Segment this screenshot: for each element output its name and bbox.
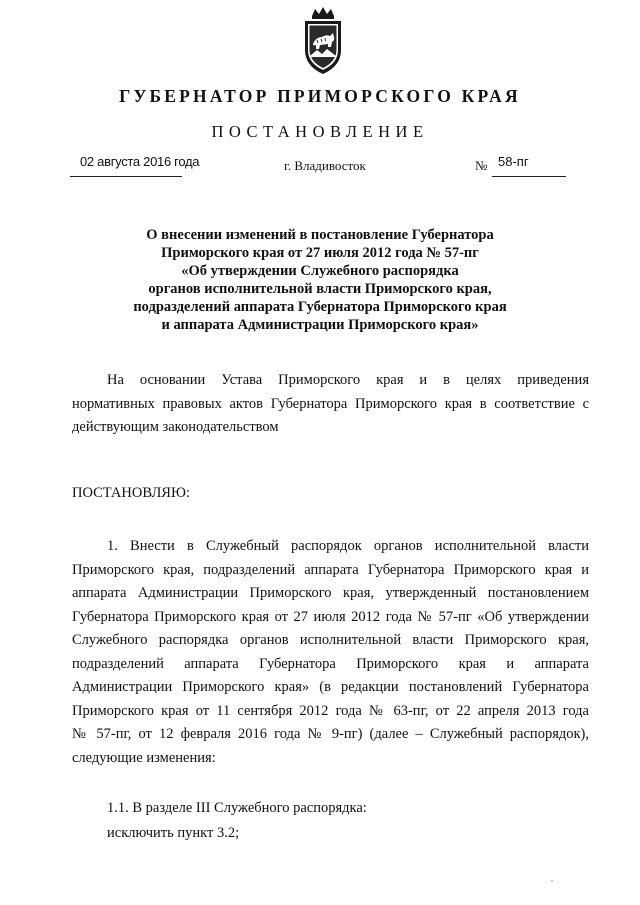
paragraph-line: Приморского края от 11 сентября 2012 года № 63-пг, от 22 апреля 2013 года: [72, 702, 589, 719]
paragraph-line: следующие изменения:: [72, 749, 216, 766]
title-line: и аппарата Администрации Приморского края»: [161, 317, 479, 333]
title-line: О внесении изменений в постановление Губернатора: [146, 227, 494, 243]
primorsky-krai-coat-of-arms-icon: [296, 4, 350, 78]
paragraph-line: подразделений аппарата Губернатора Приморского края и аппарата: [72, 655, 589, 672]
paragraph-line: Администрации Приморского края» (в редакции постановлений Губернатора: [72, 679, 589, 695]
paragraph-line: На основании Устава Приморского края и в целях приведения: [107, 372, 589, 388]
document-city: г. Владивосток: [284, 158, 366, 173]
document-title: [60, 226, 580, 334]
title-line: органов исполнительной власти Приморского края,: [148, 281, 492, 297]
basis-paragraph: [72, 369, 589, 440]
paragraph-line: № 57-пг, от 12 февраля 2016 года № 9-пг) (далее – Служебный распорядок),: [72, 726, 589, 742]
document-type: ПОСТАНОВЛЕНИЕ: [211, 122, 429, 141]
decree-word: ПОСТАНОВЛЯЮ:: [72, 485, 190, 501]
document-number-field: [492, 152, 566, 177]
paragraph-line: нормативных правовых актов Губернатора Приморского края в соответствие с: [72, 395, 589, 412]
document-number: 58-пг: [498, 154, 529, 169]
governor-title: ГУБЕРНАТОР ПРИМОРСКОГО КРАЯ: [119, 86, 521, 106]
title-line: «Об утверждении Служебного распорядка: [181, 263, 459, 279]
item-1-paragraph: [72, 535, 589, 770]
document-date: 02 августа 2016 года: [80, 154, 200, 169]
paragraph-line: Приморского края, подразделений аппарата Губернатора Приморского края и: [72, 561, 589, 578]
title-line: подразделений аппарата Губернатора Приморского края: [133, 299, 507, 315]
sub-item-1-1: 1.1. В разделе III Служебного распорядка:: [107, 800, 367, 816]
number-sign: №: [475, 158, 488, 173]
scan-speck: [551, 880, 553, 882]
paragraph-line: 1. Внести в Служебный распорядок органов исполнительной власти: [107, 538, 589, 554]
paragraph-line: Губернатора Приморского края от 27 июля 2012 года № 57-пг «Об утверждении: [72, 608, 589, 625]
sub-item-exclude: исключить пункт 3.2;: [107, 825, 240, 841]
document-date-field: [70, 152, 200, 177]
paragraph-line: аппарата Администрации Приморского края, утвержденный постановлением: [72, 585, 589, 601]
paragraph-line: действующим законодательством: [72, 419, 279, 435]
paragraph-line: Служебного распорядка органов исполнительной власти Приморского края,: [72, 632, 589, 648]
title-line: Приморского края от 27 июля 2012 года № 57-пг: [161, 245, 479, 261]
